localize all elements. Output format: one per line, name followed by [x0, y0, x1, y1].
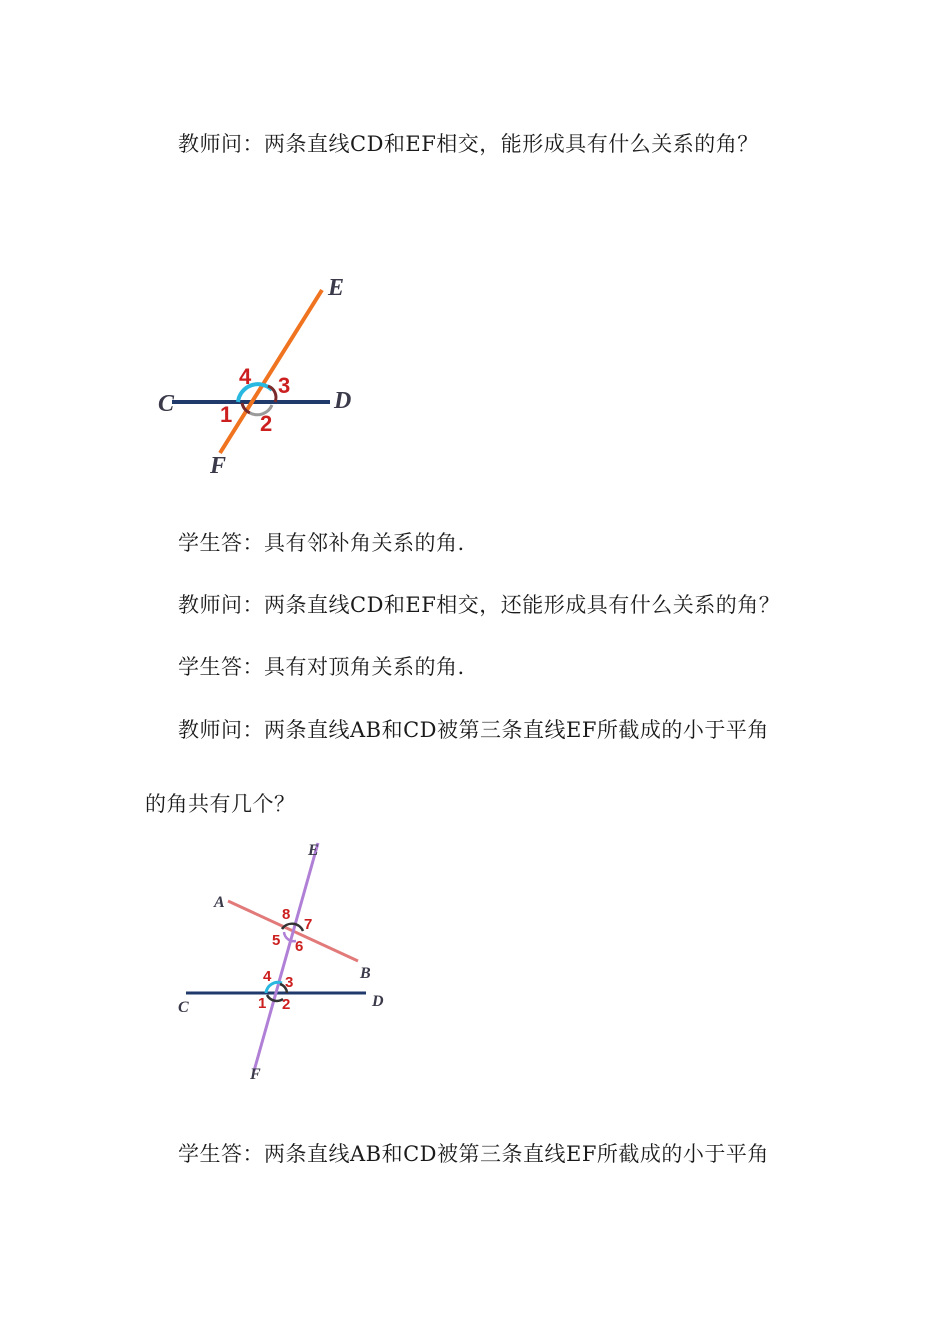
student-answer-3: 学生答：两条直线AB和CD被第三条直线EF所截成的小于平角 — [178, 1142, 769, 1166]
angle-label-1: 1 — [258, 995, 267, 1012]
point-label-e: E — [308, 842, 319, 859]
teacher-question-2: 教师问：两条直线CD和EF相交，还能形成具有什么关系的角？ — [178, 593, 781, 617]
angle-label-3: 3 — [278, 373, 291, 398]
point-label-f: F — [250, 1066, 261, 1083]
point-label-e: E — [328, 275, 345, 301]
teacher-question-1: 教师问：两条直线CD和EF相交，能形成具有什么关系的角？ — [178, 132, 759, 156]
figure-transversal-lines — [170, 835, 410, 1085]
angle-label-4: 4 — [263, 968, 272, 985]
teacher-question-3-line-2: 的角共有几个？ — [145, 792, 296, 816]
student-answer-2: 学生答：具有对顶角关系的角. — [178, 655, 465, 679]
point-label-d: D — [334, 388, 352, 414]
point-label-f: F — [210, 453, 227, 479]
figure-intersecting-lines — [150, 265, 370, 485]
angle-label-4: 4 — [239, 364, 252, 389]
point-label-c: C — [158, 391, 175, 417]
angle-label-2: 2 — [260, 411, 273, 436]
angle-label-2: 2 — [282, 996, 291, 1013]
point-label-c: C — [178, 999, 189, 1016]
angle-label-1: 1 — [220, 402, 233, 427]
point-label-a: A — [214, 894, 225, 911]
point-label-b: B — [360, 965, 371, 982]
angle-label-6: 6 — [295, 938, 304, 955]
teacher-question-3-line-1: 教师问：两条直线AB和CD被第三条直线EF所截成的小于平角 — [178, 718, 769, 742]
angle-label-5: 5 — [272, 932, 281, 949]
angle-label-7: 7 — [304, 916, 313, 933]
angle-label-8: 8 — [282, 906, 291, 923]
point-label-d: D — [372, 993, 384, 1010]
angle-label-3: 3 — [285, 974, 294, 991]
student-answer-1: 学生答：具有邻补角关系的角. — [178, 531, 465, 555]
line-ef — [254, 843, 318, 1071]
